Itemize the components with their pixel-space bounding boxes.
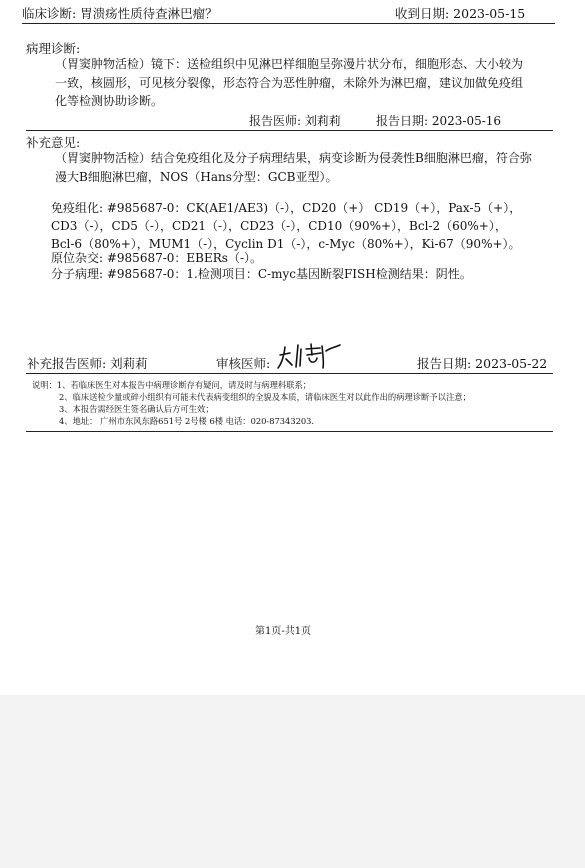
section-divider (26, 130, 553, 131)
clinical-diagnosis: 临床诊断: 胃溃疡性质待查淋巴瘤？ (22, 6, 218, 21)
ish-line: 原位杂交: #985687-0：EBERs（-）。 (51, 251, 262, 265)
ihc-line-3: Bcl-6（80%+），MUM1（-），Cyclin D1（-），c-Myc（80%+），Ki-67（90%+）。 (51, 237, 521, 251)
header-divider (22, 23, 555, 24)
supplement-paragraph: （胃窦肿物活检）结合免疫组化及分子病理结果，病变诊断为侵袭性B细胞淋巴瘤，符合弥漫大B细胞淋巴瘤，NOS（Hans分型：GCB亚型）。 (55, 151, 532, 184)
ihc-line-2: CD3（-），CD5（-），CD21（-），CD23（-），CD10（90%+），Bcl-2（60%+）， (51, 219, 507, 233)
note-line-2: 2、临床送检少量或碎小组织有可能未代表病变组织的全貌及本质，请临床医生对以此作出的病理诊断予以注意； (59, 392, 471, 402)
reviewer-label: 审核医师: (216, 356, 271, 371)
reviewer-signature (276, 341, 342, 371)
note-line-3: 3、本报告需经医生签名确认后方可生效； (59, 404, 214, 414)
signature-divider (26, 373, 553, 374)
report-date: 报告日期: 2023-05-16 (376, 114, 502, 128)
received-date: 收到日期: 2023-05-15 (395, 6, 526, 21)
supplement-title: 补充意见: (26, 135, 81, 150)
molecular-line: 分子病理: #985687-0：1.检测项目：C-myc基因断裂FISH检测结果：阴性。 (51, 267, 472, 281)
note-line-1: 说明：1、若临床医生对本报告中病理诊断存有疑问，请及时与病理科联系； (32, 380, 312, 390)
pathology-title: 病理诊断: (26, 41, 81, 56)
supp-report-date: 报告日期: 2023-05-22 (417, 356, 548, 371)
ihc-line-1: 免疫组化: #985687-0：CK(AE1/AE3)（-），CD20（+） CD19（+），Pax-5（+）， (51, 201, 522, 215)
note-line-4: 4、地址： 广州市东风东路651号 2号楼 6楼 电话：020-87343203. (59, 416, 315, 426)
pathology-paragraph: （胃窦肿物活检）镜下：送检组织中见淋巴样细胞呈弥漫片状分布，细胞形态、大小较为一致，核圆形，可见核分裂像，形态符合为恶性肿瘤，未除外为淋巴瘤，建议加做免疫组化等检测协助诊断。 (55, 57, 524, 108)
notes-divider (26, 431, 553, 432)
page-number: 第1页-共1页 (255, 626, 312, 637)
report-doctor: 报告医师: 刘莉莉 (249, 114, 341, 128)
supp-report-doctor: 补充报告医师: 刘莉莉 (27, 356, 148, 371)
